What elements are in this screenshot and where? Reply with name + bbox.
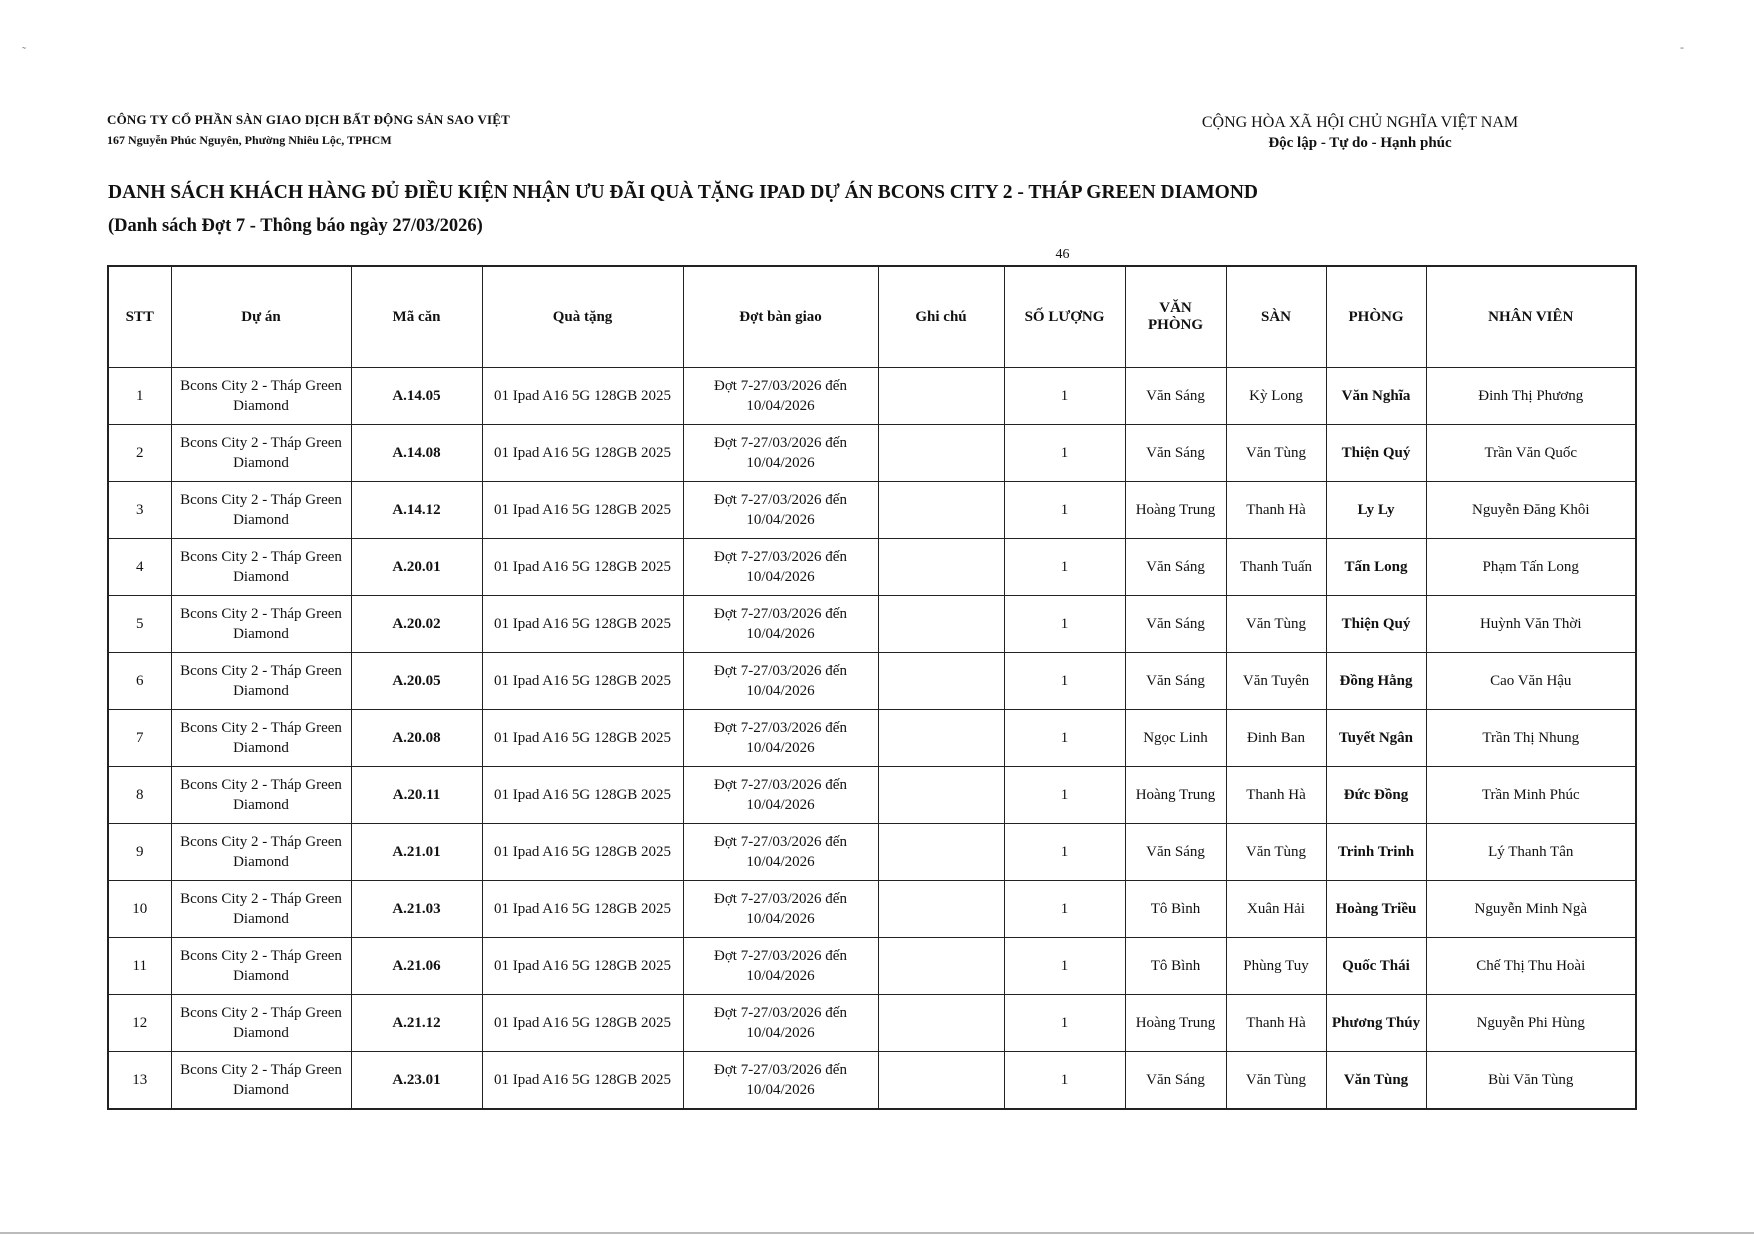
- cell-floor: Văn Tùng: [1226, 425, 1326, 482]
- cell-unit-code: A.20.05: [351, 653, 482, 710]
- cell-note: [878, 824, 1004, 881]
- cell-floor: Đinh Ban: [1226, 710, 1326, 767]
- cell-gift: 01 Ipad A16 5G 128GB 2025: [482, 824, 683, 881]
- cell-office: Văn Sáng: [1125, 539, 1226, 596]
- cell-gift: 01 Ipad A16 5G 128GB 2025: [482, 938, 683, 995]
- cell-quantity: 1: [1004, 596, 1125, 653]
- cell-staff: Huỳnh Văn Thời: [1426, 596, 1636, 653]
- scan-mark: -: [1680, 40, 1684, 54]
- cell-project: Bcons City 2 - Tháp Green Diamond: [171, 539, 351, 596]
- cell-handover: Đợt 7-27/03/2026 đến 10/04/2026: [683, 710, 878, 767]
- cell-department: Thiện Quý: [1326, 425, 1426, 482]
- cell-gift: 01 Ipad A16 5G 128GB 2025: [482, 596, 683, 653]
- cell-stt: 2: [108, 425, 171, 482]
- cell-handover: Đợt 7-27/03/2026 đến 10/04/2026: [683, 425, 878, 482]
- page-edge: [0, 1232, 1754, 1234]
- cell-unit-code: A.20.11: [351, 767, 482, 824]
- cell-office: Hoàng Trung: [1125, 482, 1226, 539]
- table-header-row: [108, 266, 1636, 368]
- cell-gift: 01 Ipad A16 5G 128GB 2025: [482, 653, 683, 710]
- table-row: [108, 767, 1636, 824]
- cell-stt: 1: [108, 368, 171, 425]
- cell-staff: Nguyễn Đăng Khôi: [1426, 482, 1636, 539]
- cell-project: Bcons City 2 - Tháp Green Diamond: [171, 710, 351, 767]
- cell-handover: Đợt 7-27/03/2026 đến 10/04/2026: [683, 368, 878, 425]
- customer-table: [107, 265, 1637, 1110]
- cell-staff: Chế Thị Thu Hoài: [1426, 938, 1636, 995]
- cell-handover: Đợt 7-27/03/2026 đến 10/04/2026: [683, 824, 878, 881]
- cell-department: Quốc Thái: [1326, 938, 1426, 995]
- cell-department: Văn Tùng: [1326, 1052, 1426, 1110]
- cell-floor: Thanh Hà: [1226, 995, 1326, 1052]
- cell-handover: Đợt 7-27/03/2026 đến 10/04/2026: [683, 938, 878, 995]
- table-row: [108, 938, 1636, 995]
- cell-staff: Trần Minh Phúc: [1426, 767, 1636, 824]
- cell-quantity: 1: [1004, 767, 1125, 824]
- cell-gift: 01 Ipad A16 5G 128GB 2025: [482, 482, 683, 539]
- cell-note: [878, 710, 1004, 767]
- cell-quantity: 1: [1004, 482, 1125, 539]
- col-header: SỐ LƯỢNG: [1004, 266, 1125, 368]
- cell-staff: Cao Văn Hậu: [1426, 653, 1636, 710]
- table-row: [108, 653, 1636, 710]
- cell-note: [878, 482, 1004, 539]
- col-header: Mã căn: [351, 266, 482, 368]
- cell-handover: Đợt 7-27/03/2026 đến 10/04/2026: [683, 653, 878, 710]
- cell-office: Ngọc Linh: [1125, 710, 1226, 767]
- table-row: [108, 425, 1636, 482]
- cell-project: Bcons City 2 - Tháp Green Diamond: [171, 653, 351, 710]
- cell-department: Thiện Quý: [1326, 596, 1426, 653]
- col-header: VĂN PHÒNG: [1125, 266, 1226, 368]
- table-row: [108, 596, 1636, 653]
- col-header: Ghi chú: [878, 266, 1004, 368]
- document-subtitle: (Danh sách Đợt 7 - Thông báo ngày 27/03/2026): [108, 216, 483, 236]
- cell-project: Bcons City 2 - Tháp Green Diamond: [171, 596, 351, 653]
- cell-department: Tuyết Ngân: [1326, 710, 1426, 767]
- company-address: 167 Nguyễn Phúc Nguyên, Phường Nhiêu Lộc, TPHCM: [107, 133, 392, 147]
- cell-office: Tô Bình: [1125, 938, 1226, 995]
- cell-department: Văn Nghĩa: [1326, 368, 1426, 425]
- cell-unit-code: A.21.06: [351, 938, 482, 995]
- cell-stt: 3: [108, 482, 171, 539]
- cell-quantity: 1: [1004, 824, 1125, 881]
- cell-floor: Văn Tùng: [1226, 824, 1326, 881]
- company-name: CÔNG TY CỔ PHẦN SÀN GIAO DỊCH BẤT ĐỘNG SẢN SAO VIỆT: [107, 112, 511, 127]
- cell-office: Văn Sáng: [1125, 1052, 1226, 1110]
- col-header: STT: [108, 266, 171, 368]
- company-block: [107, 112, 510, 148]
- cell-note: [878, 368, 1004, 425]
- cell-note: [878, 881, 1004, 938]
- cell-floor: Thanh Hà: [1226, 482, 1326, 539]
- table-row: [108, 710, 1636, 767]
- cell-floor: Văn Tuyên: [1226, 653, 1326, 710]
- cell-handover: Đợt 7-27/03/2026 đến 10/04/2026: [683, 482, 878, 539]
- cell-floor: Thanh Tuấn: [1226, 539, 1326, 596]
- col-header: NHÂN VIÊN: [1426, 266, 1636, 368]
- table-row: [108, 539, 1636, 596]
- cell-staff: Đinh Thị Phương: [1426, 368, 1636, 425]
- scan-mark: ˜: [22, 44, 26, 58]
- table-row: [108, 824, 1636, 881]
- cell-staff: Phạm Tấn Long: [1426, 539, 1636, 596]
- cell-quantity: 1: [1004, 938, 1125, 995]
- cell-staff: Trần Văn Quốc: [1426, 425, 1636, 482]
- cell-quantity: 1: [1004, 368, 1125, 425]
- cell-quantity: 1: [1004, 653, 1125, 710]
- cell-office: Văn Sáng: [1125, 425, 1226, 482]
- cell-floor: Phùng Tuy: [1226, 938, 1326, 995]
- cell-handover: Đợt 7-27/03/2026 đến 10/04/2026: [683, 539, 878, 596]
- cell-unit-code: A.21.03: [351, 881, 482, 938]
- nation-name: CỘNG HÒA XÃ HỘI CHỦ NGHĨA VIỆT NAM: [1201, 114, 1519, 131]
- cell-office: Tô Bình: [1125, 881, 1226, 938]
- cell-stt: 11: [108, 938, 171, 995]
- cell-staff: Nguyễn Phi Hùng: [1426, 995, 1636, 1052]
- cell-floor: Kỳ Long: [1226, 368, 1326, 425]
- cell-office: Văn Sáng: [1125, 824, 1226, 881]
- cell-department: Phương Thúy: [1326, 995, 1426, 1052]
- cell-handover: Đợt 7-27/03/2026 đến 10/04/2026: [683, 881, 878, 938]
- table-row: [108, 482, 1636, 539]
- cell-office: Hoàng Trung: [1125, 995, 1226, 1052]
- cell-stt: 5: [108, 596, 171, 653]
- cell-stt: 6: [108, 653, 171, 710]
- cell-unit-code: A.14.05: [351, 368, 482, 425]
- cell-department: Ly Ly: [1326, 482, 1426, 539]
- cell-staff: Lý Thanh Tân: [1426, 824, 1636, 881]
- cell-department: Hoàng Triều: [1326, 881, 1426, 938]
- table-row: [108, 1052, 1636, 1110]
- cell-unit-code: A.14.08: [351, 425, 482, 482]
- cell-gift: 01 Ipad A16 5G 128GB 2025: [482, 1052, 683, 1110]
- cell-handover: Đợt 7-27/03/2026 đến 10/04/2026: [683, 995, 878, 1052]
- cell-floor: Thanh Hà: [1226, 767, 1326, 824]
- col-header: Dự án: [171, 266, 351, 368]
- cell-project: Bcons City 2 - Tháp Green Diamond: [171, 425, 351, 482]
- cell-stt: 9: [108, 824, 171, 881]
- cell-gift: 01 Ipad A16 5G 128GB 2025: [482, 425, 683, 482]
- cell-project: Bcons City 2 - Tháp Green Diamond: [171, 995, 351, 1052]
- cell-floor: Văn Tùng: [1226, 596, 1326, 653]
- cell-department: Trinh Trinh: [1326, 824, 1426, 881]
- national-motto: Độc lập - Tự do - Hạnh phúc: [1268, 135, 1452, 151]
- cell-project: Bcons City 2 - Tháp Green Diamond: [171, 1052, 351, 1110]
- cell-gift: 01 Ipad A16 5G 128GB 2025: [482, 881, 683, 938]
- cell-quantity: 1: [1004, 710, 1125, 767]
- cell-gift: 01 Ipad A16 5G 128GB 2025: [482, 539, 683, 596]
- cell-quantity: 1: [1004, 539, 1125, 596]
- cell-note: [878, 596, 1004, 653]
- cell-quantity: 1: [1004, 995, 1125, 1052]
- cell-stt: 10: [108, 881, 171, 938]
- cell-handover: Đợt 7-27/03/2026 đến 10/04/2026: [683, 1052, 878, 1110]
- col-header: Quà tặng: [482, 266, 683, 368]
- cell-stt: 4: [108, 539, 171, 596]
- cell-gift: 01 Ipad A16 5G 128GB 2025: [482, 710, 683, 767]
- cell-unit-code: A.21.12: [351, 995, 482, 1052]
- cell-unit-code: A.14.12: [351, 482, 482, 539]
- cell-gift: 01 Ipad A16 5G 128GB 2025: [482, 995, 683, 1052]
- cell-note: [878, 539, 1004, 596]
- cell-gift: 01 Ipad A16 5G 128GB 2025: [482, 368, 683, 425]
- cell-department: Đức Đồng: [1326, 767, 1426, 824]
- cell-unit-code: A.21.01: [351, 824, 482, 881]
- cell-office: Hoàng Trung: [1125, 767, 1226, 824]
- cell-handover: Đợt 7-27/03/2026 đến 10/04/2026: [683, 596, 878, 653]
- cell-staff: Bùi Văn Tùng: [1426, 1052, 1636, 1110]
- table-row: [108, 368, 1636, 425]
- cell-staff: Nguyễn Minh Ngà: [1426, 881, 1636, 938]
- cell-floor: Xuân Hải: [1226, 881, 1326, 938]
- cell-project: Bcons City 2 - Tháp Green Diamond: [171, 767, 351, 824]
- col-header: SÀN: [1226, 266, 1326, 368]
- cell-unit-code: A.20.08: [351, 710, 482, 767]
- cell-stt: 7: [108, 710, 171, 767]
- cell-office: Văn Sáng: [1125, 596, 1226, 653]
- cell-quantity: 1: [1004, 1052, 1125, 1110]
- cell-gift: 01 Ipad A16 5G 128GB 2025: [482, 767, 683, 824]
- cell-note: [878, 425, 1004, 482]
- national-header: [1170, 114, 1550, 152]
- cell-office: Văn Sáng: [1125, 368, 1226, 425]
- col-header: Đợt bàn giao: [683, 266, 878, 368]
- table-row: [108, 881, 1636, 938]
- cell-stt: 13: [108, 1052, 171, 1110]
- cell-department: Đồng Hằng: [1326, 653, 1426, 710]
- cell-project: Bcons City 2 - Tháp Green Diamond: [171, 482, 351, 539]
- cell-project: Bcons City 2 - Tháp Green Diamond: [171, 368, 351, 425]
- cell-project: Bcons City 2 - Tháp Green Diamond: [171, 938, 351, 995]
- col-header: PHÒNG: [1326, 266, 1426, 368]
- cell-unit-code: A.23.01: [351, 1052, 482, 1110]
- total-count: 46: [1055, 247, 1070, 262]
- cell-stt: 12: [108, 995, 171, 1052]
- cell-office: Văn Sáng: [1125, 653, 1226, 710]
- cell-project: Bcons City 2 - Tháp Green Diamond: [171, 881, 351, 938]
- cell-note: [878, 938, 1004, 995]
- cell-staff: Trần Thị Nhung: [1426, 710, 1636, 767]
- cell-department: Tấn Long: [1326, 539, 1426, 596]
- cell-project: Bcons City 2 - Tháp Green Diamond: [171, 824, 351, 881]
- table-row: [108, 995, 1636, 1052]
- cell-quantity: 1: [1004, 425, 1125, 482]
- document-title: DANH SÁCH KHÁCH HÀNG ĐỦ ĐIỀU KIỆN NHẬN ƯU ĐÃI QUÀ TẶNG IPAD DỰ ÁN BCONS CITY 2 - THÁP GREEN DIAMOND: [108, 182, 1259, 203]
- cell-floor: Văn Tùng: [1226, 1052, 1326, 1110]
- cell-unit-code: A.20.02: [351, 596, 482, 653]
- cell-quantity: 1: [1004, 881, 1125, 938]
- cell-note: [878, 653, 1004, 710]
- cell-unit-code: A.20.01: [351, 539, 482, 596]
- cell-handover: Đợt 7-27/03/2026 đến 10/04/2026: [683, 767, 878, 824]
- cell-note: [878, 1052, 1004, 1110]
- cell-stt: 8: [108, 767, 171, 824]
- cell-note: [878, 995, 1004, 1052]
- cell-note: [878, 767, 1004, 824]
